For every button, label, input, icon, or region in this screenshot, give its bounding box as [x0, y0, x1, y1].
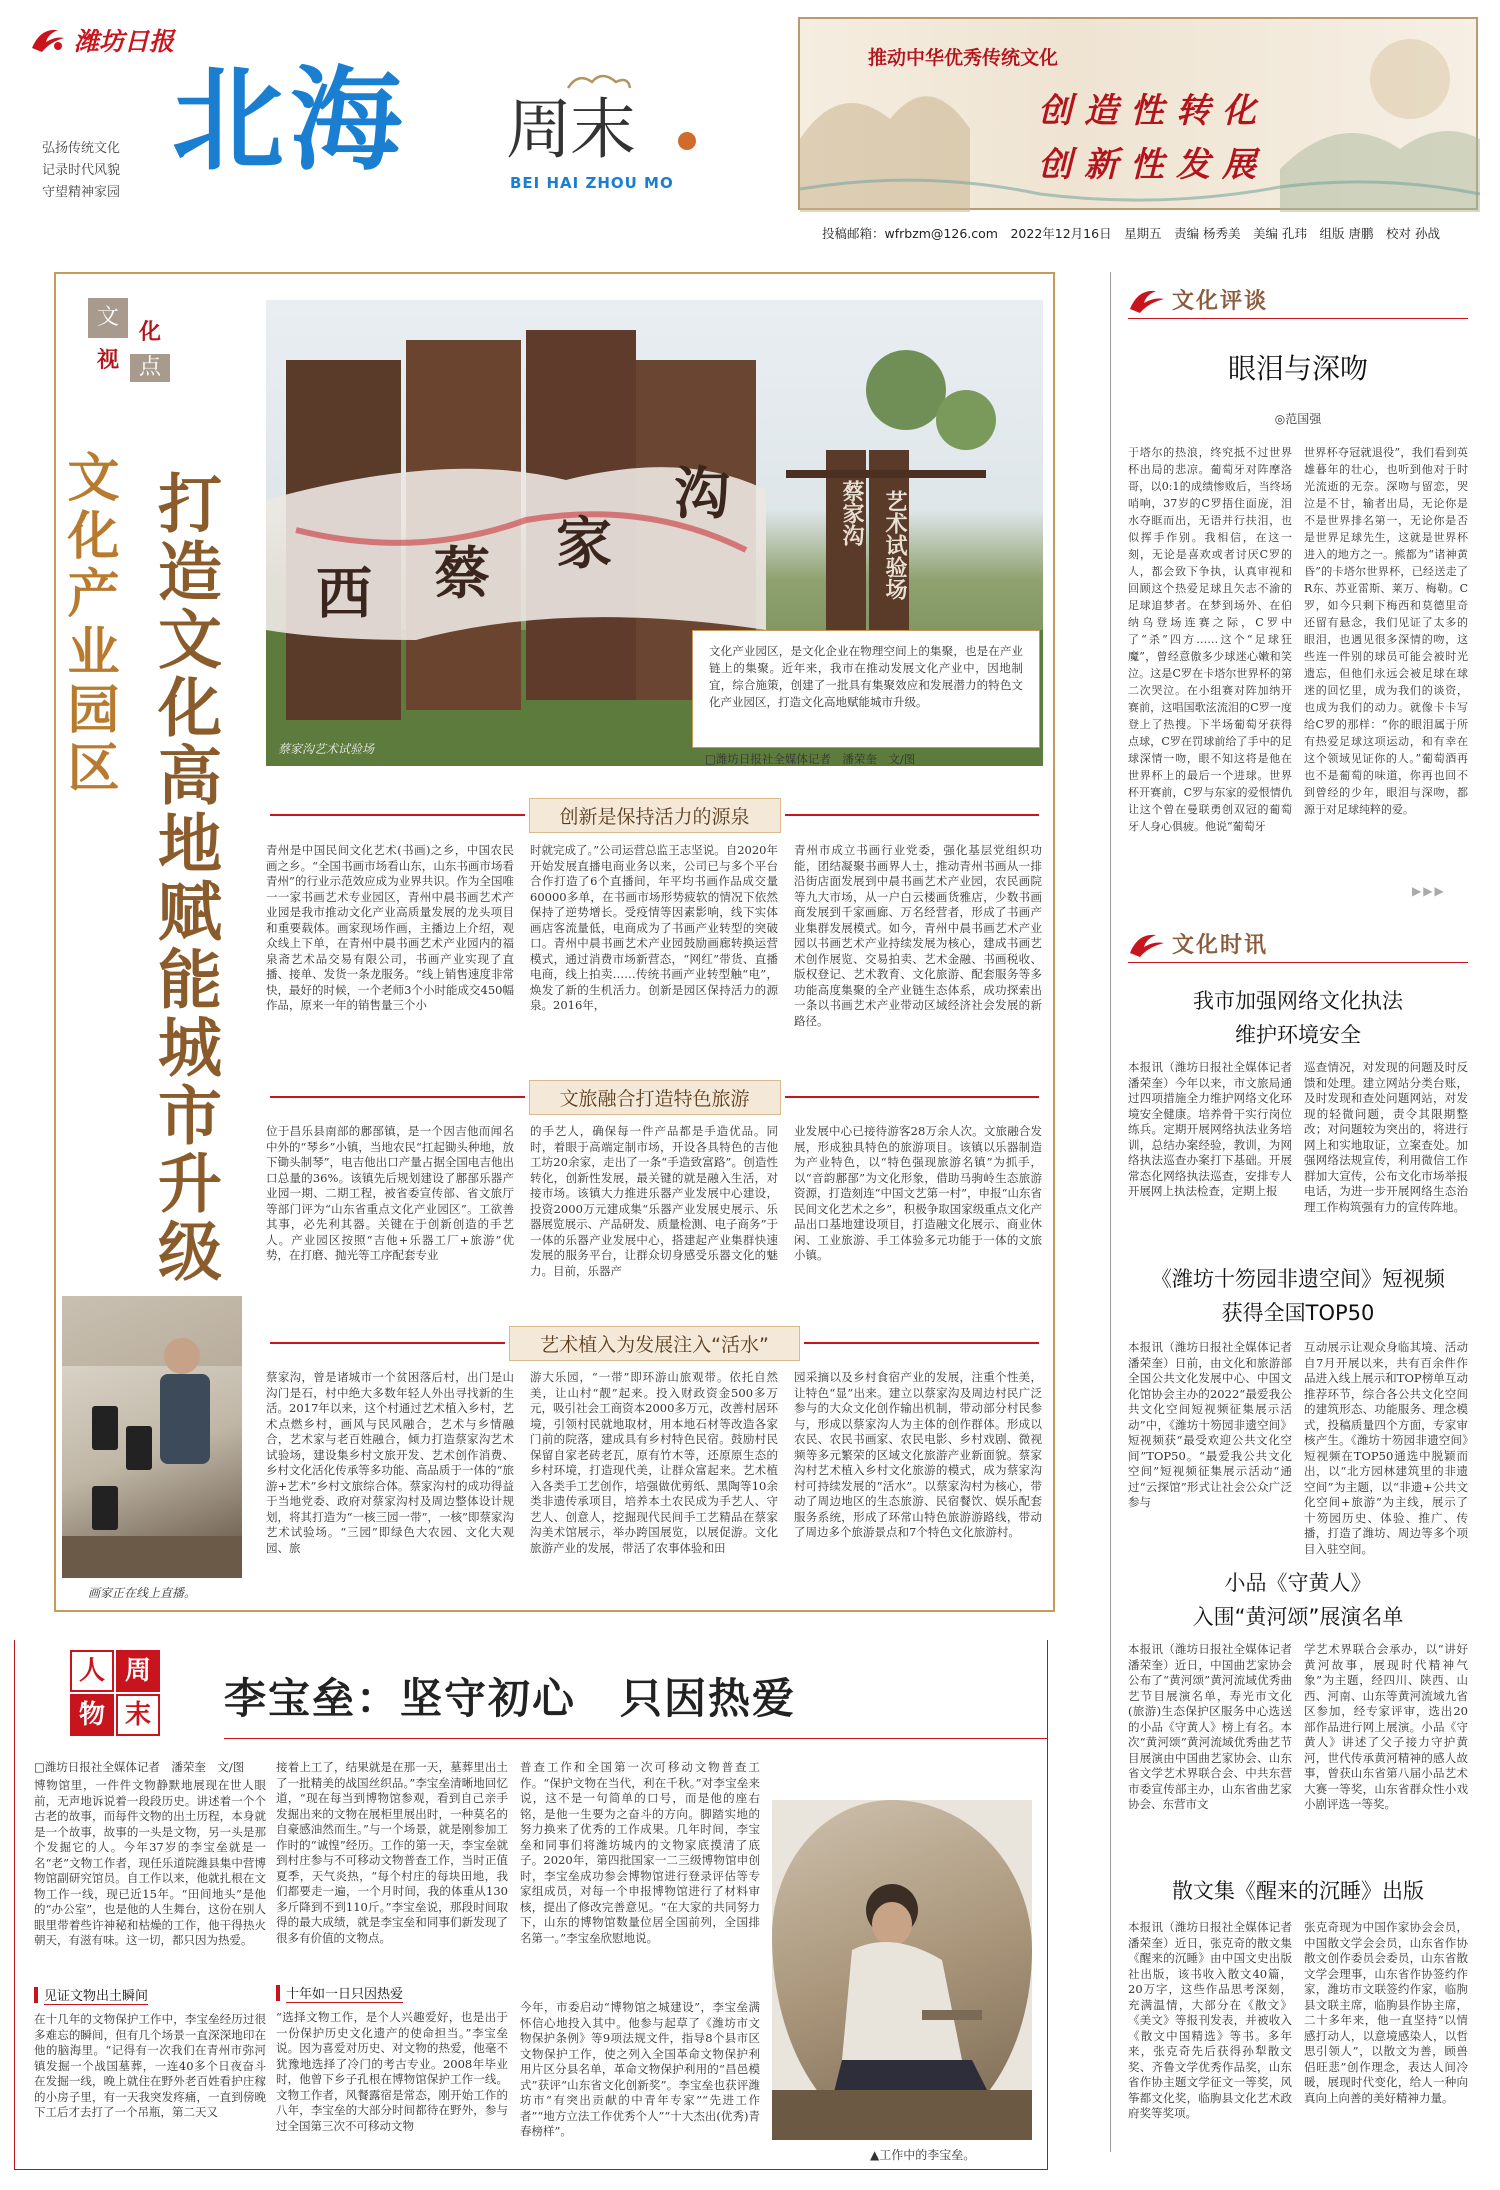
profile-subheading [276, 1982, 508, 2004]
news-title: 《潍坊十笏园非遗空间》短视频 [1151, 1267, 1445, 1291]
news-column: 本报讯（潍坊日报社全媒体记者 潘荣奎）今年以来，市文旅局通过四项措施全力维护网络文化环境安全健康。培养骨干实行岗位练兵。定期开展网络执法业务培训，总结办案经验，教训，为网络执法巡查办案打下基础。开展常态化网络执法巡查，安排专人开展网上执法检查，定期上报 [1128, 1060, 1304, 1198]
section-title: 北海 [172, 56, 408, 186]
subheading-text: 十年如一日只因热爱 [286, 1983, 403, 2003]
weekend-logo [498, 70, 698, 200]
profile-photo [772, 1800, 1032, 2140]
profile-photo-caption: ▲工作中的李宝垒。 [870, 2148, 976, 2162]
livestream-caption: 画家正在线上直播。 [88, 1586, 197, 1600]
article-column: 业发展中心已接待游客28万余人次。文旅融合发展，形成独具特色的旅游项目。该镇以乐器制造为产业特色，以“特色强现旅游名镇”为抓手，以“音韵鄌郚”为文化形象，借助马驹岭生态旅游资源，打造刻连“中国文艺第一村”，申报“山东省民间文化艺术之乡”，积极争取国家级重点文化产品出口基地建设项目，打造融文化展示、商业休闲、工业旅游、手工体验多元功能于一体的文旅小镇。 [794, 1124, 1042, 1262]
profile-tag [70, 1650, 162, 1736]
heading-line [270, 1342, 505, 1344]
motto-line: 弘扬传统文化 [42, 141, 121, 156]
news-title: 小品《守黄人》 [1224, 1571, 1372, 1595]
motto [42, 138, 152, 204]
review-column: 于塔尔的热浪，终究抵不过世界杯出局的悲凉。葡萄牙对阵摩洛哥，以0:1的成绩惨败后，当终场哨响，37岁的C罗捂住面庞，泪水夺眶而出，无语并行扶泪，也似挥手作别。我相信，在这一刻，无论是喜欢或者讨厌C罗的人，都会致下争执，认真审视和回顾这个热爱足球且矢志不渝的足球追梦者。在梦到场外、在伯纳乌登场连赛之际，C罗中了“杀”四方……这个“足球狂魔”，曾经意傲多少球迷心嫩和笑泣。这是C罗在卡塔尔世界杯的第二次哭泣。在小组赛对阵加纳开赛前，这唱国歌泫流泪的C罗一度登上了热搜。下半场葡萄牙获得点球，C罗在罚球前给了手中的足球深情一吻，眼不知这将是他在世界杯上的最后一个进球。世界杯开赛前，C罗与东家的爱恨情仇让这个曾在曼联勇创双冠的葡萄牙人身心俱疲。他说“葡萄牙 [1128, 446, 1292, 833]
archaeologist-illustration [772, 1800, 1032, 2140]
feature-tag-cell: 点 [130, 354, 170, 382]
section-heading-bar [266, 1328, 1043, 1358]
news-title: 获得全国TOP50 [1221, 1301, 1375, 1325]
weekend-seal [678, 132, 696, 150]
photo-sign-char: 家 [556, 512, 612, 577]
section-mark-icon [1128, 285, 1166, 313]
subheading-marker [276, 1985, 280, 2001]
painter-livestream-illustration [62, 1296, 242, 1578]
photo-sign-2: 蔡家沟 [839, 480, 864, 546]
heading-line [804, 1342, 1039, 1344]
feature-tag-cell: 化 [138, 319, 161, 345]
profile-column: “选择文物工作，是个人兴趣爱好，也是出于一份保护历史文化遗产的使命担当。”李宝垒说。因为喜爱对历史、对文物的热爱，他毫不犹豫地选择了冷门的考古专业。2008年毕业时，他曾下乡子孔根在博物馆保护工作一线。文物工作者，风餐露宿是常态，刚开始工作的八年，李宝垒的大部分时间都待在野外，参与过全国第三次不可移动文物 [276, 2010, 508, 2133]
profile-column: 普查工作和全国第一次可移动文物普查工作。“保护文物在当代，利在千秋。”对李宝垒来说，这不是一句简单的口号，而是他的座右铭，是他一生要为之奋斗的方向。脚踏实地的努力换来了优秀的工作成果。几年时间，李宝垒和同事们将潍坊城内的文物家底摸清了底子。2020年，第四批国家一二三级博物馆申创时，李宝垒成功参会博物馆进行登录评估等专家组成员，对每一个申报博物馆进行了材料审核，提出了修改完善意见。“在大家的共同努力下，山东的博物馆数量位居全国前列，全国排名第一。”李宝垒欣慰地说。 [520, 1760, 760, 1945]
feature-intro-box [692, 630, 1040, 748]
article-column: 游大乐园，“一带”即环游山旅观带。依托自然美，让山村“靓”起来。投入财政资金500多万元，吸引社会工商资本2000多万元，改善村居环境，引领村民就地取材，用本地石材等改造各家门前的院落，建成具有乡村特色民宿。鼓励村民保留自家老砖老瓦，原有竹木等，还原原生态的乡村环境，打造现代美，让群众富起来。艺术植入各类手工艺创作，培强做优剪纸、黑陶等10余类非遗传承项目，培养本土农民成为手艺人、守艺人、创意人，挖掘现代民间手工艺精品在蔡家沟美术馆展示，举办跨国展览，以展促游。文化旅游产业的发展，带活了农事体验和田 [530, 1370, 778, 1555]
feature-tag-cell: 文 [88, 298, 128, 338]
banner-line-2: 创新性发展 [1038, 145, 1268, 185]
news-column: 本报讯（潍坊日报社全媒体记者 潘荣奎）近日，中国曲艺家协会公布了“黄河颂”黄河流域优秀曲艺节目展演名单，寿光市文化(旅游)生态保护区服务中心选送的小品《守黄人》榜上有名。本次“黄河颂”黄河流域优秀曲艺节目展演由中国曲艺家协会、山东省文学艺术界联合会、中共东营市委宣传部主办，山东省曲艺家协会、东营市文 [1128, 1642, 1304, 1811]
feature-tag-cell: 视 [96, 347, 119, 373]
news-column: 学艺术界联合会承办，以“讲好黄河故事，展现时代精神气象”为主题，经四川、陕西、山西、河南、山东等黄河流域九省区参加，经专家评审，选出20部作品进行网上展演。小品《守黄人》讲述了父子接力守护黄河，世代传承黄河精神的感人故事，曾获山东省第八届小品艺术大赛一等奖，山东省群众性小戏小剧评选一等奖。 [1304, 1642, 1468, 1811]
news-column: 本报讯（潍坊日报社全媒体记者 潘荣奎）日前，由文化和旅游部全国公共文化发展中心、中国文化馆协会主办的2022“最爱我公共文化空间短视频征集展示活动”中，《潍坊十笏园非遗空间》短视频获“最受欢迎公共文化空间”TOP50。“最爱我公共文化空间”短视频征集展示活动“通过“云探馆”形式让社会公众广泛参与 [1128, 1340, 1304, 1509]
review-section-label: 文化评谈 [1172, 288, 1269, 314]
profile-title: 李宝垒：坚守初心 只因热爱 [224, 1674, 797, 1723]
paper-name: 潍坊日报 [74, 27, 175, 56]
article-column: 蔡家沟，曾是诸城市一个贫困落后村，出门是山沟门是石，村中绝大多数年轻人外出寻找新的生活。2017年以来，这个村通过艺术植入乡村，艺术点燃乡村，画风与民风融合，艺术与乡情融合，艺术家与老百姓融合，倾力打造蔡家沟艺术试验场，建设集乡村文旅开发、艺术创作消费、乡村文化活化传承等多功能、高品质于一体的“旅游+艺术”乡村文旅综合体。蔡家沟村的成功得益于当地党委、政府对蔡家沟村及周边整体设计规划，将其打造为“一核三园一带”，一核”即蔡家沟艺术试验场。“三园”即绿色大农园、文化大观园、旅 [266, 1370, 514, 1555]
photo-sign-char: 蔡 [434, 542, 490, 607]
photo-caption: 蔡家沟艺术试验场 [278, 742, 375, 756]
news-title: 维护环境安全 [1235, 1023, 1361, 1047]
news-section-header [1128, 926, 1468, 960]
news-header-line [1128, 962, 1468, 963]
feature-main-title: 打造文化高地赋能城市升级 [147, 470, 221, 1286]
profile-tag-cell: 周 [116, 1650, 160, 1692]
review-author: ◎范国强 [1274, 412, 1322, 426]
section-heading: 艺术植入为发展注入“活水” [509, 1326, 800, 1361]
news-column: 互动展示让观众身临其境、活动自7月开展以来，共有百余件作品进入线上展示和TOP榜单互动推荐环节，综合各公共文化空间的建筑形态、功能服务、理念模式，投稿质量四个方面，专家审核产生。《潍坊十笏园非遗空间》短视频在TOP50通选中脱颖而出，以“北方园林建筑里的非遗空间”为主题，以“非遗+公共文化空间+旅游”为主线，展示了十笏园历史、体验、推广、传播，打造了潍坊、周边等多个项目入驻空间。 [1304, 1340, 1468, 1556]
article-column: 位于昌乐县南部的鄌郚镇，是一个因吉他而闻名中外的“琴乡”小镇，当地农民“扛起锄头种地，放下锄头制琴”，电吉他出口产量占据全国电吉他出口总量的36%。该镇先后规划建设了鄌郚乐器产业园一期、二期工程，被省委宣传部、省文旅厅等部门评为“山东省重点文化产业园区”。工欲善其事，必先利其器。关键在于创新创造的手艺人。产业园区按照“吉他+乐器工厂+旅游”优势，在打磨、抛光等工序配套专业 [266, 1124, 514, 1262]
subheading-text: 见证文物出土瞬间 [44, 1985, 148, 2005]
heading-line [785, 1096, 1040, 1098]
subheading-marker [34, 1987, 38, 2003]
news-column: 巡查情况，对发现的问题及时反馈和处理。建立网站分类台账，及时发现和查处问题网站，对发现的轻微问题，责令其限期整改；对问题较为突出的，将进行网上和实地取证，立案查处。加强网络法规宣传，利用微信工作群加大宣传，公布文化市场举报电话，为进一步开展网络生态治理工作构筑强有力的宣传阵地。 [1304, 1060, 1468, 1214]
news-title: 入围“黄河颂”展演名单 [1192, 1605, 1404, 1629]
section-pinyin: BEI HAI ZHOU MO [510, 174, 674, 192]
masthead [0, 0, 1500, 250]
feature-intro: 文化产业园区，是文化企业在物理空间上的集聚，也是在产业链上的集聚。近年来，我市在推动发展文化产业中，因地制宜，综合施策，创建了一批具有集聚效应和发展潜力的特色文化产业园区，打造文化高地赋能城市升级。 [709, 644, 1023, 709]
profile-tag-cell: 人 [70, 1650, 114, 1692]
profile-column: 接着上工了，结果就是在那一天，墓葬里出土了一批精美的战国丝织品。”李宝垒清晰地回忆道，“现在每当到博物馆参观，看到自己亲手发掘出来的文物在展柜里展出时，一种莫名的自豪感油然而生。”与一个场景，就是刚参加工作时的“诚惶”经历。工作的第一天，李宝垒就到村庄参与不可移动文物普查工作，当时正值夏季，天气炎热，“每个村庄的每块田地，我们都要走一遍，一个月时间，我的体重从130多斤降到不到110斤。”李宝垒说，那段时间取得的最大成绩，就是李宝垒和同事们新发现了很多有价值的文物点。 [276, 1760, 508, 1945]
section-heading: 文旅融合打造特色旅游 [529, 1080, 781, 1115]
feature-byline: □潍坊日报社全媒体记者 潘荣奎 文/图 [705, 752, 916, 766]
review-column: 世界杯夺冠就退役”，我们看到英雄暮年的壮心，也听到他对于时光流逝的无奈。深吻与留恋，哭泣是不甘，输者出局，无论你是不是世界排名第一，无论你是否是世界足球先生，这就是世界杯进入的地方之一。熊都为“诸神黄昏”的卡塔尔世界杯，已经送走了R东、苏亚雷斯、莱万、梅勒。C罗，如今只剩下梅西和莫德里奇还留有悬念，我们见证了太多的眼泪，也遇见很多深情的吻，这些连一件别的球员可能会被时光遗忘，但他们永远会被足球在球迷的回忆里，成为我们的谈资，也成为我们的动力。就像卡卡写给C罗的那样：“你的眼泪属于所有热爱足球这项运动，和有幸在这个领域见证你的人。”葡萄酒再也不是葡萄的味道，你再也回不到曾经的少年，眼泪与深吻，都源于对足球纯粹的爱。 [1304, 446, 1468, 816]
photo-sign-char: 沟 [674, 462, 730, 527]
photo-sign-3: 艺术试验场 [882, 490, 907, 600]
motto-line: 守望精神家园 [42, 185, 121, 200]
feature-side-title: 文化产业园区 [58, 450, 118, 798]
news-title: 我市加强网络文化执法 [1193, 989, 1403, 1013]
article-column: 时就完成了。”公司运营总监王志坚说。自2020年开始发展直播电商业务以来，公司已与多个平台合作打造了6个直播间，年平均书画作品成交量60000多单，在书画市场形势疲软的情况下依然保持了逆势增长。受疫情等因素影响，线下实体画店客流量低，电商成为了书画产业转型的突破口。青州中晨书画艺术产业园鼓励画廊转换运营模式，通过消费市场新营态，“网红”带货、直播电商，线上拍卖……传统书画产业转型触“电”，焕发了新的生机活力。创新是园区保持活力的源泉。2016年， [530, 843, 778, 1012]
paper-logo-icon [28, 24, 68, 56]
feature-tag [82, 292, 194, 380]
section-subtitle: 周末 [506, 91, 634, 168]
article-column: 的手艺人，确保每一件产品都是手造优品。同时，着眼于高端定制市场，开设各具特色的吉他工坊20余家，走出了一条“手造致富路”。创造性转化，创新性发展，最关键的就是融入生活，对接市场。该镇大力推进乐器产业发展中心建设，投资2000万元建成集“乐器产业发展史展示、乐器展览展示、产品研发、质量检测、电子商务”于一体的乐器产业发展中心，搭建起产业集群快速发展的服务平台，让群众切身感受乐器文化的魅力。目前，乐器产 [530, 1124, 778, 1278]
section-heading-bar [266, 800, 1043, 830]
review-header-line [1128, 318, 1468, 319]
news-column: 本报讯（潍坊日报社全媒体记者 潘荣奎）近日，张克奇的散文集《醒来的沉睡》由中国文史出版社出版，该书收入散文40篇，20万字，这些作品思考深刻，充满温情，大部分在《散文》《美文》等报刊发表，并被收入《散文中国精选》等书。多年来，张克奇先后获得孙犁散文奖、齐鲁文学优秀作品奖，山东省作协主题文学征文一等奖，风筝都文化奖，临朐县文化艺术政府奖等奖项。 [1128, 1920, 1304, 2120]
slogan-banner [798, 17, 1478, 210]
heading-line [785, 814, 1040, 816]
profile-title-rule [224, 1738, 1048, 1739]
article-column: 青州市成立书画行业党委，强化基层党组织功能，团结凝聚书画界人士，推动青州书画从一排沿街店面发展到中晨书画艺术产业园，农民画院等九大市场，从一户白云楼画货雅店，少数书画商发展到千家画廊、万名经营者，形成了书画产业集群发展模式。如今，青州中晨书画艺术产业园以书画艺术产业持续发展为核心，建成书画艺术创作展览、交易拍卖、艺术金融、书画税收、版权登记、艺术教育、文化旅游、配套服务等多功能高度集聚的全产业链生态体系，成功探索出一条以书画艺术产业带动区域经济社会发展的新路径。 [794, 843, 1042, 1028]
news-column: 张克奇现为中国作家协会会员，中国散文学会会员，山东省作协散文创作委员会委员，山东省散文学会理事，山东省作协签约作家，潍坊市文联签约作家，临朐县文联主席，临朐县作协主席，二十多年来，他一直坚持“以情感打动人，以意境感染人，以哲思引领人”，以散文为善，顾兽侣旺悲”创作理念，表达人间冷暖，展现时代变化，给人一种向真向上向善的美好精神力量。 [1304, 1920, 1468, 2105]
heading-line [270, 814, 525, 816]
article-column: 青州是中国民间文化艺术(书画)之乡，中国农民画之乡。“全国书画市场看山东，山东书画市场看青州”的行业示范效应成为业界共识。作为全国唯一一家书画艺术专业园区，青州中晨书画艺术产业园是我市推动文化产业高质量发展的龙头项目和重要载体。画家现场作画，主播边上介绍，观众线上下单，在青州中晨书画艺术产业园内的福泉斋艺术品交易有限公司，书画产业实现了直播、接单、发货一条龙服务。“线上销售速度非常快，最好的时候，一个老师3个小时能成交450幅作品，原来一年的销售量三个小 [266, 843, 514, 1012]
paper-logo [28, 22, 174, 58]
section-heading-bar [266, 1082, 1043, 1112]
profile-column: 博物馆里，一件件文物静默地展现在世人眼前，无声地诉说着一段段历史。讲述着一个个古老的故事，而每件文物的出土历程，本身就是一个故事，故事的一头是文物，另一头是那个发掘它的人。今年37岁的李宝垒就是一名“老”文物工作者，现任乐道院潍县集中营博物馆副研究馆员。自工作以来，他就扎根在文物工作一线，现已近15年。“田间地头”是他的“办公室”，也是他的人生舞台，这份在别人眼里带着些许神秘和枯燥的工作，他干得热火朝天，有滋有味。这一切，都只因为热爱。 [34, 1778, 266, 1947]
profile-byline: □潍坊日报社全媒体记者 潘荣奎 文/图 [34, 1760, 245, 1774]
issue-info-line: 投稿邮箱：wfrbzm@126.com 2022年12月16日 星期五 责编 杨秀美 美编 孔玮 组版 唐鹏 校对 孙战 [822, 226, 1440, 241]
motto-line: 记录时代风貌 [42, 163, 121, 178]
banner-line-1: 创造性转化 [1038, 91, 1268, 131]
article-column: 园采摘以及乡村食宿产业的发展，注重个性美，让特色“显”出来。建立以蔡家沟及周边村民广泛参与的大众文化创作输出机制，带动部分村民参与，形成以蔡家沟人为主体的创作群体。形成以农民、农民书画家、农民电影、乡村戏剧、微视频等多元繁荣的区域文化旅游产业新面貌。蔡家沟村艺术植入乡村文化旅游的模式，成为蔡家沟村可持续发展的“活水”。以蔡家沟村为核心，带动了周边地区的生态旅游、民宿餐饮、娱乐配套服务系统，形成了环常山特色旅游游路线，带动了周边多个旅游景点和7个特色文化旅游村。 [794, 1370, 1042, 1539]
section-mark-icon [1128, 929, 1166, 957]
news-title: 散文集《醒来的沉睡》出版 [1172, 1879, 1424, 1903]
profile-tag-cell: 末 [116, 1694, 160, 1736]
profile-subheading [34, 1984, 266, 2006]
profile-column: 今年，市委启动“博物馆之城建设”，李宝垒满怀信心地投入其中。他参与起草了《潍坊市文物保护条例》等9项法规文件，指导8个县市区文物保护工作，使之列入全国革命文物保护利用片区分县名单，革命文物保护利用的“昌邑模式”获评“山东省文化创新奖”。李宝垒也获评潍坊市“有突出贡献的中青年专家”“先进工作者”“地方立法工作优秀个人”“十大杰出(优秀)青春榜样”。 [520, 2000, 760, 2138]
photo-sign-char: 西 [316, 562, 372, 627]
livestream-photo [62, 1296, 242, 1578]
review-section-header [1128, 282, 1468, 316]
profile-tag-cell: 物 [70, 1694, 114, 1736]
section-heading: 创新是保持活力的源泉 [529, 798, 781, 833]
profile-column: 在十几年的文物保护工作中，李宝垒经历过很多难忘的瞬间，但有几个场景一直深深地印在他的脑海里。“记得有一次我们在青州市弥河镇发掘一个战国墓葬，一连40多个日夜奋斗在发掘一线，晚上就住在野外老百姓看护庄稼的小房子里，有一天我突发疼痛，一直到傍晚下工后才去打了一个吊瓶，第二天又 [34, 2012, 266, 2119]
banner-slogan: 推动中华优秀传统文化 [868, 47, 1059, 69]
heading-line [270, 1096, 525, 1098]
news-section-label: 文化时讯 [1172, 932, 1269, 958]
review-title: 眼泪与深吻 [1227, 352, 1368, 385]
more-arrows-icon: ▶▶▶ [1412, 884, 1446, 898]
